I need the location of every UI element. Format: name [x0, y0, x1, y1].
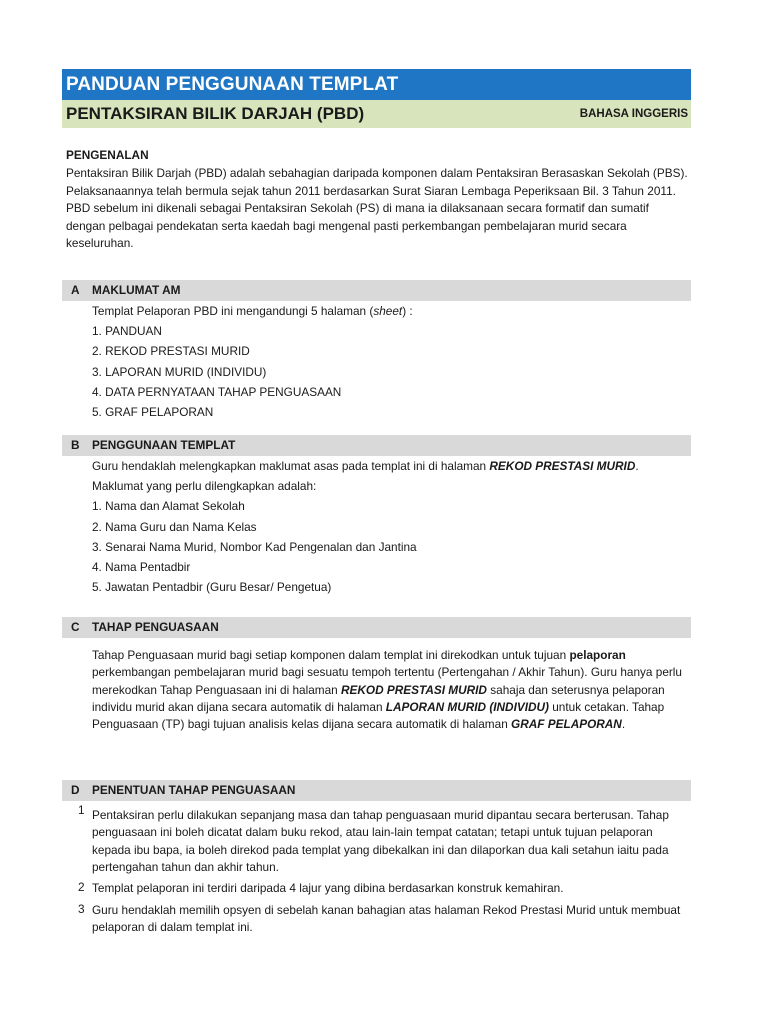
intro-body: Pentaksiran Bilik Darjah (PBD) adalah sebahagian daripada komponen dalam Pentaksiran Berasaskan Sekolah (PBS). Pelaksanaannya telah bermula sejak tahun 2011 berdasarkan Surat Siaran Lembaga Peperiksaan Bil. 3 Tahun 2011. PBD sebelum ini dikenali sebagai Pentaksiran Sekolah (PS) di mana ia dilaksanaan secara formatif dan sumatif dengan pelbagai pendekatan serta kaedah bagi mengenal pasti perkembangan pembelajaran murid secara keseluruhan. — [66, 166, 688, 250]
item-text: Templat pelaporan ini terdiri daripada 4 lajur yang dibina berdasarkan konstruk kemahiran. — [92, 881, 564, 895]
section-c-header — [62, 617, 691, 638]
section-d-letter: D — [71, 783, 80, 797]
list-item: 5. GRAF PELAPORAN — [92, 404, 214, 419]
list-item: 5. Jawatan Pentadbir (Guru Besar/ Pengetua) — [92, 580, 332, 595]
section-a-letter: A — [71, 283, 80, 297]
list-item: 3. LAPORAN MURID (INDIVIDU) — [92, 364, 267, 379]
section-c-title: TAHAP PENGUASAAN — [92, 620, 219, 634]
list-item: 4. Nama Pentadbir — [92, 559, 191, 574]
section-b-letter: B — [71, 438, 80, 452]
section-d-header — [62, 780, 691, 801]
document-title: PANDUAN PENGGUNAAN TEMPLAT — [62, 69, 691, 100]
item-number: 2 — [78, 880, 85, 894]
section-b-header — [62, 435, 691, 456]
section-a-header — [62, 280, 691, 301]
document-page — [62, 69, 691, 935]
item-number: 1 — [78, 803, 85, 817]
section-a-content — [92, 301, 688, 422]
list-item: 4. DATA PERNYATAAN TAHAP PENGUASAAN — [92, 384, 342, 399]
section-b-line1: Guru hendaklah melengkapkan maklumat asas pada templat ini di halaman REKOD PRESTASI MURID. — [92, 459, 639, 473]
section-d-title: PENENTUAN TAHAP PENGUASAAN — [92, 783, 296, 797]
section-a-title: MAKLUMAT AM — [92, 283, 181, 297]
section-c-letter: C — [71, 620, 80, 634]
list-item: 1. PANDUAN — [92, 324, 162, 339]
document-subtitle-bar — [62, 100, 691, 128]
list-item: 1. Nama dan Alamat Sekolah — [92, 499, 245, 514]
section-c-body: Tahap Penguasaan murid bagi setiap komponen dalam templat ini direkodkan untuk tujuan pelaporan perkembangan pembelajaran murid bagi sesuatu tempoh tertentu (Pertengahan / Akhir Tahun). Guru hanya perlu merekodkan Tahap Penguasaan ini di halaman REKOD PRESTASI MURID sahaja dan seterusnya pelaporan individu murid akan dijana secara automatik di halaman LAPORAN MURID (INDIVIDU) untuk cetakan. Tahap Penguasaan (TP) bagi tujuan analisis kelas dijana secara automatik di halaman GRAF PELAPORAN. — [92, 648, 682, 732]
item-text: Pentaksiran perlu dilakukan sepanjang masa dan tahap penguasaan murid dipantau secara berterusan. Tahap penguasaan ini boleh dicatat dalam buku rekod, atau lain-lain tempat catatan; tetapi untuk tujuan pelaporan kepada ibu bapa, ia boleh direkod pada templat yang dibekalkan ini dan dilaporkan dua kali setahun iaitu pada pertengahan tahun dan akhir tahun. — [92, 808, 669, 874]
section-b-content — [92, 456, 688, 597]
list-item: 2. REKOD PRESTASI MURID — [92, 344, 250, 359]
list-item: 2. Nama Guru dan Nama Kelas — [92, 519, 257, 534]
item-number: 3 — [78, 902, 85, 916]
item-text: Guru hendaklah memilih opsyen di sebelah kanan bahagian atas halaman Rekod Prestasi Murid untuk membuat pelaporan di dalam templat ini. — [92, 903, 681, 935]
document-subtitle: PENTAKSIRAN BILIK DARJAH (PBD) — [66, 104, 365, 123]
section-a-intro: Templat Pelaporan PBD ini mengandungi 5 halaman (sheet) : — [92, 304, 413, 318]
list-item: 3. Senarai Nama Murid, Nombor Kad Pengenalan dan Jantina — [92, 539, 417, 554]
section-b-title: PENGGUNAAN TEMPLAT — [92, 438, 236, 452]
intro-heading: PENGENALAN — [66, 148, 149, 162]
subject-language: BAHASA INGGERIS — [579, 108, 688, 120]
section-b-line2: Maklumat yang perlu dilengkapkan adalah: — [92, 479, 317, 494]
